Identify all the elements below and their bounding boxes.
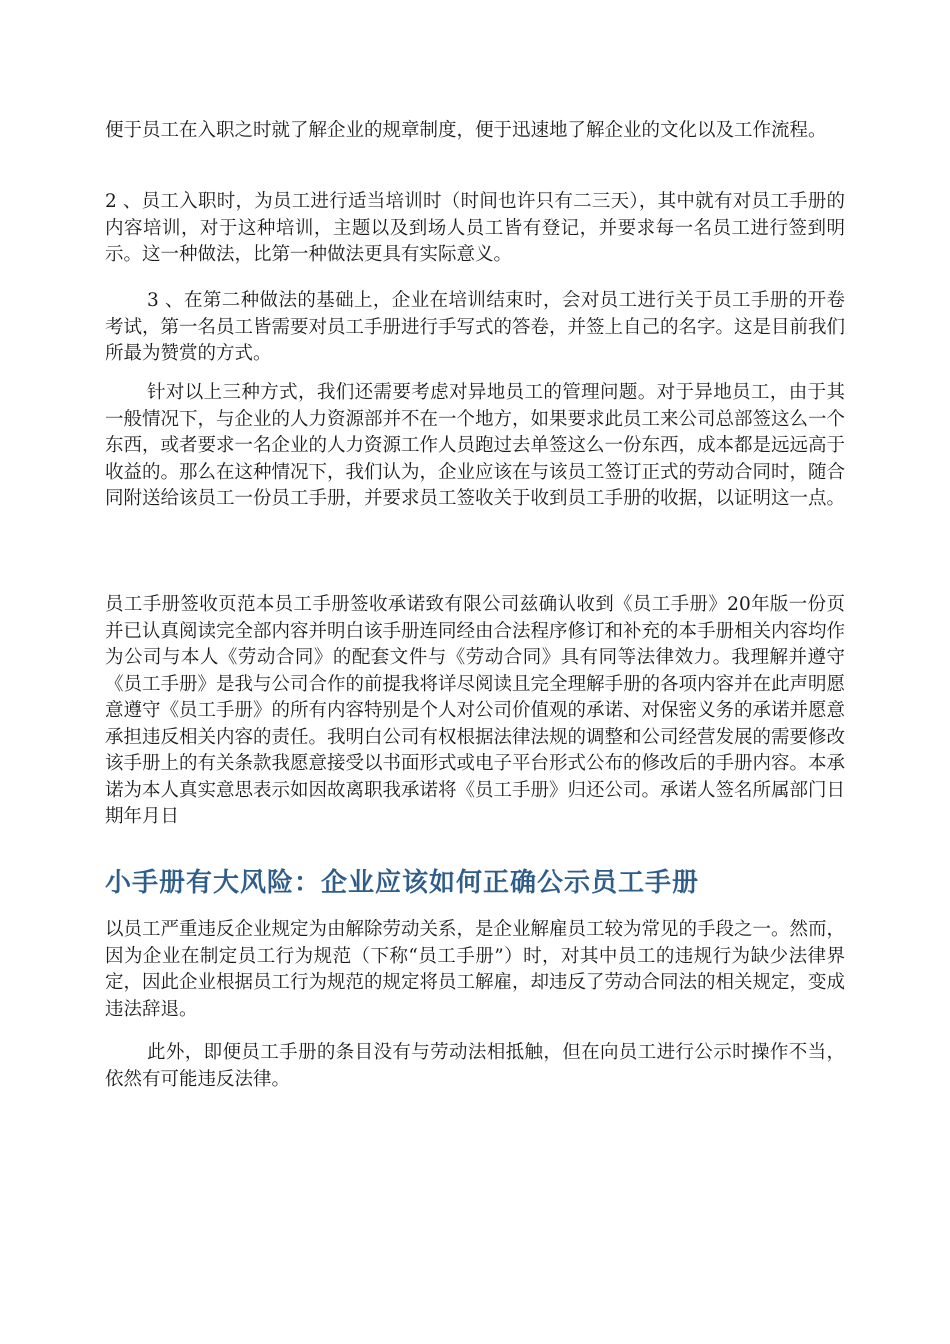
- section-heading: 小手册有大风险：企业应该如何正确公示员工手册: [105, 868, 700, 898]
- paragraph-receipt-template: 员工手册签收页范本员工手册签收承诺致有限公司兹确认收到《员工手册》20年版一份页并已认真阅读完全部内容并明白该手册连同经由合法程序修订和补充的本手册相关内容均作为公司与本人《劳动合同》的配套文件与《劳动合同》具有同等法律效力。我理解并遵守《员工手册》是我与公司合作的前提我将详尽阅读且完全理解手册的各项内容并在此声明愿意遵守《员工手册》的所有内容特别是个人对公司价值观的承诺、对保密义务的承诺并愿意承担违反相关内容的责任。我明白公司有权根据法律法规的调整和公司经营发展的需要修改该手册上的有关条款我愿意接受以书面形式或电子平台形式公布的修改后的手册内容。本承诺为本人真实意思表示如因故离职我承诺将《员工手册》归还公司。承诺人签名所属部门日期年月日: [105, 594, 846, 827]
- paragraph-method-3: 3 、在第二种做法的基础上，企业在培训结束时，会对员工进行关于员工手册的开卷考试，第一名员工皆需要对员工手册进行手写式的答卷，并签上自己的名字。这是目前我们所最为赞赏的方式。: [105, 290, 846, 364]
- paragraph-intro: 便于员工在入职之时就了解企业的规章制度，便于迅速地了解企业的文化以及工作流程。: [105, 120, 827, 141]
- paragraph-disclosure: 此外，即便员工手册的条目没有与劳动法相抵触，但在向员工进行公示时操作不当，依然有可能违反法律。: [105, 1042, 845, 1090]
- paragraph-method-2: 2 、员工入职时，为员工进行适当培训时（时间也许只有二三天），其中就有对员工手册的内容培训，对于这种培训，主题以及到场人员工皆有登记，并要求每一名员工进行签到明示。这一种做法，比第一种做法更具有实际意义。: [105, 191, 845, 265]
- paragraph-remote-employees: 针对以上三种方式，我们还需要考虑对异地员工的管理问题。对于异地员工，由于其一般情况下，与企业的人力资源部并不在一个地方，如果要求此员工来公司总部签这么一个东西，或者要求一名企业的人力资源工作人员跑过去单签这么一份东西，成本都是远远高于收益的。那么在这种情况下，我们认为，企业应该在与该员工签订正式的劳动合同时，随合同附送给该员工一份员工手册，并要求员工签收关于收到员工手册的收据，以证明这一点。: [105, 382, 846, 509]
- paragraph-dismissal: 以员工严重违反企业规定为由解除劳动关系，是企业解雇员工较为常见的手段之一。然而，因为企业在制定员工行为规范（下称“员工手册”）时，对其中员工的违规行为缺少法律界定，因此企业根据员工行为规范的规定将员工解雇，却违反了劳动合同法的相关规定，变成违法辞退。: [105, 919, 846, 1020]
